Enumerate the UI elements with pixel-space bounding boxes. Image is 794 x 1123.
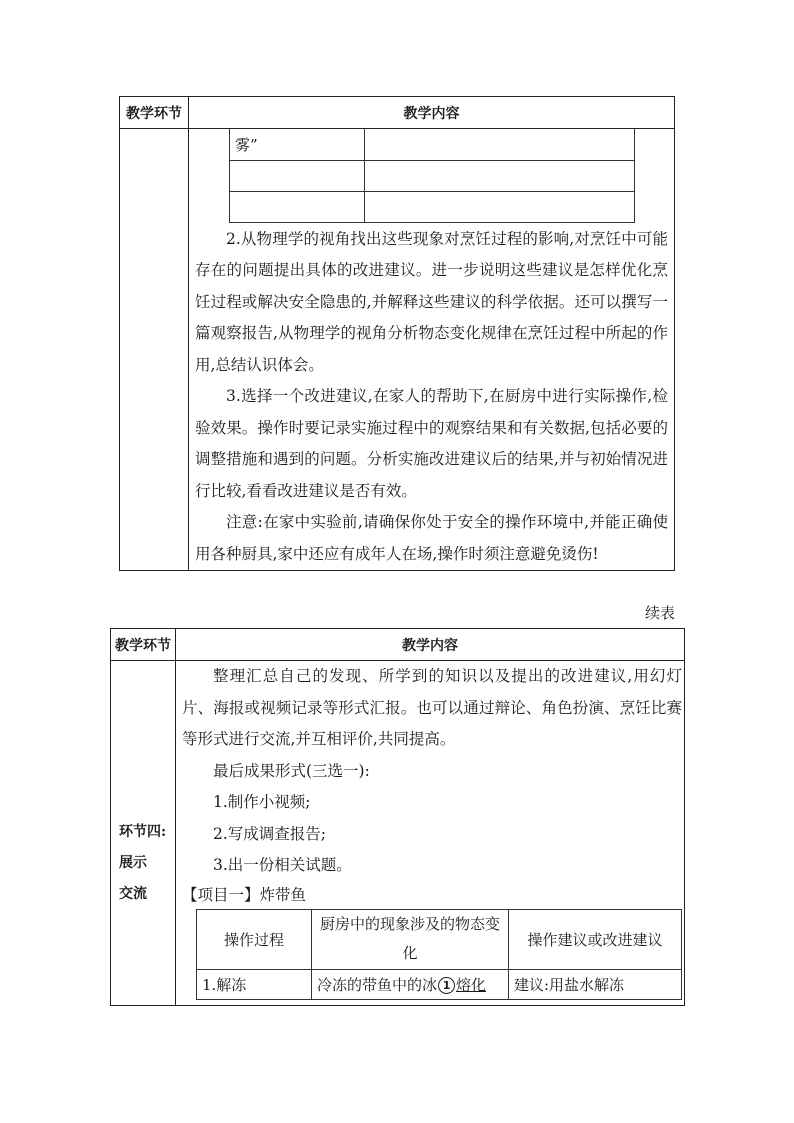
- content-cell: [189, 129, 675, 571]
- col-header-process: 操作过程: [197, 909, 312, 969]
- paragraph-3: 3.选择一个改进建议,在家人的帮助下,在厨房中进行实际操作,检验效果。操作时要记录实施过程中的观察结果和有关数据,包括必要的调整措施和遇到的问题。分析实施改进建议后的结果,并与初始情况进行比较,看看改进建议是否有效。: [195, 387, 668, 500]
- suggestion-cell: 建议:用盐水解冻: [509, 969, 682, 999]
- content-cell: [176, 661, 685, 1006]
- project-table: [196, 909, 682, 1000]
- stage-cell-empty: [120, 129, 189, 571]
- col-header-phenomenon: 厨房中的现象涉及的物态变化: [312, 909, 509, 969]
- section-label-line: 展示: [119, 855, 147, 871]
- stage-cell: [111, 661, 176, 1006]
- option-item: 3.出一份相关试题。: [213, 856, 352, 874]
- col-header-suggestion: 操作建议或改进建议: [509, 909, 682, 969]
- options-title: 最后成果形式(三选一):: [213, 761, 370, 780]
- option-item: 1.制作小视频;: [213, 793, 311, 811]
- section-label: [111, 817, 175, 910]
- table-1: [119, 96, 675, 571]
- phenomenon-text: 冷冻的带鱼中的冰: [317, 975, 438, 994]
- header-teaching-stage: 教学环节: [111, 629, 176, 661]
- process-cell: 1.解冻: [197, 969, 312, 999]
- continued-label: 续表: [644, 604, 675, 622]
- inner-cell: 雾”: [230, 129, 365, 160]
- phenomenon-cell: [312, 969, 509, 999]
- project-title: 【项目一】炸带鱼: [182, 885, 307, 904]
- header-teaching-content: 教学内容: [189, 97, 675, 129]
- table-2: [110, 628, 685, 1006]
- option-item: 2.写成调查报告;: [213, 824, 327, 843]
- inner-cell: [365, 160, 635, 191]
- section-label-line: 环节四:: [119, 824, 167, 840]
- phenomenon-table: [229, 129, 635, 223]
- inner-cell: [365, 191, 635, 222]
- circled-number: 1: [438, 977, 455, 994]
- answer-text: 熔化: [456, 975, 487, 994]
- paragraph-2: 2.从物理学的视角找出这些现象对烹饪过程的影响,对烹饪中可能存在的问题提出具体的改进建议。进一步说明这些建议是怎样优化烹饪过程或解决安全隐患的,并解释这些建议的科学依据。还可以撰写一篇观察报告,从物理学的视角分析物态变化规律在烹饪过程中所起的作用,总结认识体会。: [195, 229, 668, 374]
- section-label-line: 交流: [119, 886, 147, 902]
- inner-cell: [230, 160, 365, 191]
- inner-cell: [365, 129, 635, 160]
- header-teaching-content: 教学内容: [176, 629, 685, 661]
- header-teaching-stage: 教学环节: [120, 97, 189, 129]
- safety-note: 注意:在家中实验前,请确保你处于安全的操作环境中,并能正确使用各种厨具,家中还应有成年人在场,操作时须注意避免烫伤!: [195, 513, 668, 563]
- inner-cell: [230, 191, 365, 222]
- intro-paragraph: 整理汇总自己的发现、所学到的知识以及提出的改进建议,用幻灯片、海报或视频记录等形式汇报。也可以通过辩论、角色扮演、烹饪比赛等形式进行交流,并互相评价,共同提高。: [182, 667, 682, 748]
